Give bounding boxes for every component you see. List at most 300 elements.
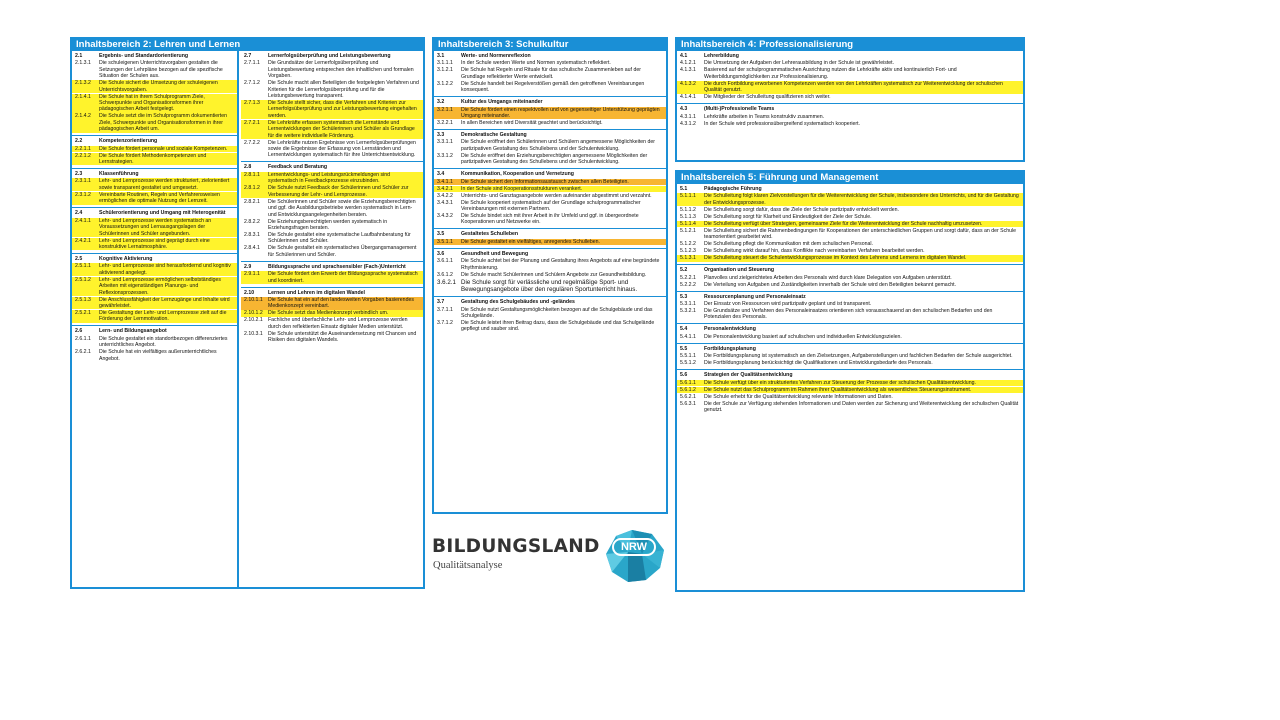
criterion-number: 4.1.3.1 (680, 67, 696, 74)
section-heading (434, 99, 666, 105)
criterion-number: 3.4.3.1 (437, 199, 453, 206)
criterion-number: 2.5.1.3 (75, 296, 91, 303)
section-heading (434, 171, 666, 177)
criterion-number: 2.3.1.2 (75, 191, 91, 198)
criterion-text: Kognitive Aktivierung (99, 255, 153, 262)
criterion-number: 3.5 (437, 231, 445, 238)
logo-title: BILDUNGSLAND (432, 536, 600, 557)
criterion-text: Ressourcenplanung und Personaleinsatz (704, 293, 806, 300)
criterion-row (677, 94, 1023, 100)
criterion-text: Die Fortbildungsplanung berücksichtigt die Qualifikationen und Entwicklungsbedarfe des Personals. (704, 360, 933, 367)
criteria-section (434, 249, 666, 297)
criterion-row (241, 140, 423, 159)
criterion-number: 5.1.1.3 (680, 213, 696, 220)
criterion-row (72, 349, 237, 362)
criterion-number: 2.3 (75, 171, 83, 178)
criterion-row (72, 297, 237, 310)
section-heading (434, 231, 666, 237)
criterion-number: 2.5 (75, 255, 83, 262)
criterion-number: 2.7.2.1 (244, 119, 260, 126)
criterion-row (72, 94, 237, 113)
criterion-row (241, 60, 423, 79)
section-heading (72, 138, 237, 144)
criteria-section (72, 136, 237, 169)
criterion-text: Lehrerbildung (704, 53, 739, 59)
criterion-text: Die Schule fördert den Erwerb der Bildungssprache systematisch und koordiniert. (268, 271, 418, 284)
criterion-number: 5.1.1.2 (680, 206, 696, 213)
criterion-number: 5.2 (680, 267, 688, 274)
criterion-row (434, 186, 666, 192)
criterion-text: Die Schule setzt die im Schulprogramm dokumentierten Ziele, Schwerpunkte und Organisationsformen in ihrer pädagogischen Arbeit um. (99, 113, 228, 133)
criterion-text: Kommunikation, Kooperation und Vernetzung (461, 171, 574, 178)
criterion-row (677, 301, 1023, 307)
criterion-number: 5.1.1.1 (680, 193, 696, 200)
section-heading (434, 132, 666, 138)
criterion-number: 2.8.1.1 (244, 171, 260, 178)
criterion-row (241, 331, 423, 344)
criterion-row (677, 114, 1023, 120)
criterion-text: Die durch Fortbildung erworbenen Kompetenzen werden von den Lehrkräften systematisch zur Weiterentwicklung der schulischen Qualität genutzt. (704, 80, 1003, 94)
criteria-section (241, 51, 423, 162)
criteria-section (72, 208, 237, 254)
criterion-number: 3.2 (437, 99, 445, 106)
criterion-row (677, 248, 1023, 254)
criterion-number: 2.5.1.1 (75, 263, 91, 270)
section-heading (241, 164, 423, 170)
section-heading (677, 346, 1023, 352)
criterion-number: 5.6.1.1 (680, 379, 696, 386)
criterion-row (241, 310, 423, 316)
criterion-text: Die Schule gestaltet eine systematische Laufbahnberatung für Schülerinnen und Schüler. (268, 231, 411, 245)
criterion-text: Die schuleigenen Unterrichtsvorgaben gestalten die Setzungen der Lehrpläne bezogen auf die spezifische Situation der Schulen aus. (99, 60, 223, 80)
criterion-text: Die Schule gestaltet ein standortbezogen differenziertes unterrichtliches Angebot. (99, 335, 228, 349)
criterion-number: 3.4 (437, 171, 445, 178)
criterion-number: 3.6.1.1 (437, 258, 453, 265)
criterion-row (677, 221, 1023, 227)
criterion-number: 4.1.4.1 (680, 94, 696, 101)
criterion-number: 5.5.1.2 (680, 360, 696, 367)
criterion-text: Die Lehrkräfte erfassen systematisch die Lernstände und Lernentwicklungen der Schülerinnen und Schüler als Grundlage für die weitere individuelle Förderung. (268, 119, 415, 139)
criterion-number: 2.8.3.1 (244, 231, 260, 238)
criterion-row (677, 401, 1023, 414)
criterion-number: 4.3.1.2 (680, 120, 696, 127)
criterion-row (434, 139, 666, 152)
logo-badge: NRW (612, 538, 656, 556)
criterion-row (72, 192, 237, 205)
criterion-number: 3.1.1.1 (437, 60, 453, 67)
criterion-text: Klassenführung (99, 171, 139, 178)
criterion-row (677, 241, 1023, 247)
criterion-number: 5.1.2.1 (680, 227, 696, 234)
criterion-number: 2.10.2.1 (244, 317, 263, 324)
criterion-text: Die Schule macht allen Beteiligten die festgelegten Verfahren und Kriterien für die Lernerfolgsüberprüfung und für die Leistungsbewertung transparent. (268, 80, 419, 100)
criterion-text: Gestaltung des Schulgebäudes und -geländes (461, 299, 575, 306)
criterion-text: Die Schule gestaltet ein vielfältiges, anregendes Schulleben. (461, 238, 600, 245)
criterion-number: 3.4.1.1 (437, 178, 453, 185)
criterion-number: 4.1.3.2 (680, 80, 696, 87)
criterion-row (434, 272, 666, 278)
criterion-text: Die Schule sorgt für verlässliche und regelmäßige Sport- und Bewegungsangebote über den regulären Sportunterricht hinaus. (461, 278, 638, 294)
criterion-text: Die Schule hat ein auf den landesweiten Vorgaben basierendes Medienkonzept vereinbart. (268, 296, 414, 310)
criterion-text: Die Schulleitung sorgt für Klarheit und Eindeutigkeit der Ziele der Schule. (704, 213, 872, 220)
criterion-text: In allen Bereichen wird Diversität geachtet und berücksichtigt. (461, 120, 603, 127)
criterion-number: 2.6 (75, 328, 83, 335)
criterion-text: Die Schule macht Schülerinnen und Schülern Angebote zur Gesundheitsbildung. (461, 271, 647, 278)
criterion-row (434, 153, 666, 166)
criterion-number: 2.7 (244, 53, 252, 59)
criterion-text: In der Schule sind Kooperationsstrukturen verankert. (461, 185, 583, 192)
criteria-section (677, 51, 1023, 104)
criterion-row (241, 219, 423, 232)
criterion-text: Schülerorientierung und Umgang mit Heterogenität (99, 210, 226, 217)
panel-fuehrung-und-management (675, 170, 1025, 592)
criterion-number: 5.6.3.1 (680, 400, 696, 407)
criterion-row (677, 275, 1023, 281)
bildungsland-logo (432, 528, 672, 588)
criterion-text: Die Schulleitung steuert die Schulentwicklungsprozesse im Kontext des Lehrens und Lernens im digitalen Wandel. (704, 255, 967, 262)
panel-title: Inhaltsbereich 3: Schulkultur (434, 39, 666, 51)
criterion-number: 5.2.2.1 (680, 274, 696, 281)
criterion-row (72, 277, 237, 296)
criterion-text: Fortbildungsplanung (704, 345, 756, 352)
criterion-text: Personalentwicklung (704, 326, 756, 333)
criterion-number: 2.8.2.1 (244, 198, 260, 205)
criterion-number: 5.4.1.1 (680, 333, 696, 340)
criterion-number: 4.3.1.1 (680, 113, 696, 120)
criterion-row (72, 178, 237, 191)
criterion-text: Organisation und Steuerung (704, 267, 775, 274)
criterion-row (434, 258, 666, 271)
criteria-section (677, 104, 1023, 129)
panel-schulkultur (432, 37, 668, 514)
criteria-section (434, 97, 666, 130)
section-heading (677, 53, 1023, 59)
criterion-text: Die Schule handelt bei Regelverstößen gemäß den getroffenen Vereinbarungen konsequent. (461, 80, 645, 94)
criterion-text: Der Einsatz von Ressourcen wird partizipativ geplant und ist transparent. (704, 301, 872, 308)
criterion-text: Lehr- und Lernprozesse werden systematisch an Voraussetzungen und Lernausgangslagen der Schülerinnen und Schüler angebunden. (99, 217, 212, 237)
criterion-text: Lehr- und Lernprozesse sind geprägt durch eine konstruktive Lernatmosphäre. (99, 237, 210, 250)
criterion-text: Die Schule unterstützt die Auseinandersetzung mit Chancen und Risiken des digitalen Wandels. (268, 330, 417, 344)
criterion-text: Die Schulleitung wirkt darauf hin, dass Konflikte nach vereinbarten Verfahren bearbeitet werden. (704, 248, 925, 255)
criterion-row (677, 360, 1023, 366)
criterion-text: Lernen und Lehren im digitalen Wandel (268, 289, 365, 296)
criterion-number: 2.10.1.1 (244, 296, 263, 303)
criterion-number: 5.5 (680, 345, 688, 352)
criterion-text: Kompetenzorientierung (99, 138, 158, 145)
criterion-number: 3.6 (437, 250, 445, 257)
criterion-number: 5.1.1.4 (680, 220, 696, 227)
criterion-row (434, 60, 666, 66)
section-heading (677, 294, 1023, 300)
panel-column-left (72, 51, 239, 587)
nrw-polygon-icon (602, 528, 668, 584)
criterion-number: 3.1.2.2 (437, 80, 453, 87)
criterion-text: Die Schule fördert einen respektvollen und von gegenseitiger Unterstützung geprägten Umgang miteinander. (461, 106, 660, 120)
criterion-row (677, 255, 1023, 261)
criterion-text: Basierend auf der schulprogrammatischen Ausrichtung nutzen die Lehrkräfte aktiv und kontinuierlich Fort- und Weiterbildungsmöglichkeiten zur Professionalisierung. (704, 67, 957, 80)
criterion-text: Gesundheit und Bewegung (461, 250, 529, 257)
criterion-number: 5.1.2.2 (680, 241, 696, 248)
panel-lehren-und-lernen (70, 37, 425, 589)
criterion-number: 2.9.1.1 (244, 271, 260, 278)
criterion-number: 5.3.2.1 (680, 308, 696, 315)
criterion-number: 2.1.3.2 (75, 80, 91, 87)
criterion-number: 2.10.3.1 (244, 330, 263, 337)
criterion-number: 3.1 (437, 53, 445, 59)
criterion-row (677, 308, 1023, 321)
criterion-number: 3.5.1.1 (437, 238, 453, 245)
criterion-number: 3.7 (437, 299, 445, 306)
criteria-section (434, 229, 666, 248)
criterion-text: Kultur des Umgangs miteinander (461, 99, 543, 106)
criterion-text: Die Schule nutzt Gestaltungsmöglichkeiten bezogen auf die Schulgebäude und das Schulgelände. (461, 306, 653, 319)
criterion-text: Die Schule stellt sicher, dass die Verfahren und Kriterien zur Lernerfolgsüberprüfung und zur Leistungsbewertung eingehalten werden. (268, 100, 417, 119)
criterion-number: 2.4.1.1 (75, 217, 91, 224)
criterion-row (241, 271, 423, 284)
criterion-number: 2.4.2.1 (75, 237, 91, 244)
criterion-number: 5.3.1.1 (680, 301, 696, 308)
criterion-row (677, 214, 1023, 220)
criteria-section (241, 162, 423, 261)
criterion-number: 5.5.1.1 (680, 353, 696, 360)
criteria-section (434, 169, 666, 229)
criterion-number: 3.3 (437, 132, 445, 139)
criteria-section (677, 370, 1023, 416)
section-heading (72, 210, 237, 216)
criterion-number: 3.4.2.2 (437, 192, 453, 199)
criteria-section (434, 51, 666, 97)
criterion-number: 2.1.3.1 (75, 60, 91, 67)
criterion-row (677, 282, 1023, 288)
criterion-row (434, 320, 666, 333)
criteria-section (677, 265, 1023, 291)
criterion-number: 3.4.3.2 (437, 213, 453, 220)
section-heading (677, 326, 1023, 332)
criterion-text: Die Schule hat Regeln und Rituale für das schulische Zusammenleben auf der Grundlage reflektierter Werte entwickelt. (461, 67, 641, 80)
criterion-row (434, 67, 666, 80)
criterion-number: 2.10.1.2 (244, 310, 263, 317)
criterion-text: Lern- und Bildungsangebot (99, 328, 167, 335)
criterion-number: 2.8.4.1 (244, 245, 260, 252)
criterion-row (241, 297, 423, 310)
criterion-number: 3.3.1.2 (437, 152, 453, 159)
criterion-row (434, 120, 666, 126)
criterion-number: 2.10 (244, 289, 255, 296)
criterion-number: 2.6.2.1 (75, 349, 91, 356)
criterion-text: Die Schule setzt das Medienkonzept verbindlich um. (268, 310, 389, 317)
criterion-row (241, 80, 423, 99)
criterion-text: Die Schule leistet ihren Beitrag dazu, dass die Schulgebäude und das Schulgelände gepflegt und sauber sind. (461, 319, 655, 333)
criteria-section (677, 292, 1023, 325)
criterion-text: Die Grundsätze und Verfahren des Personaleinsatzes orientieren sich vorausschauend an den schulischen Bedarfen und den Potenzialen des Personals. (704, 308, 993, 321)
criterion-text: Strategien der Qualitätsentwicklung (704, 372, 793, 379)
criterion-number: 5.1.2.3 (680, 248, 696, 255)
criterion-row (72, 60, 237, 79)
criterion-row (434, 200, 666, 213)
section-heading (241, 53, 423, 59)
criteria-section (72, 254, 237, 326)
criterion-text: Lernentwicklungs- und Leistungsrückmeldungen sind systematisch in Feedbackprozesse einzubinden. (268, 171, 390, 185)
criterion-row (72, 113, 237, 132)
criterion-text: Die Gestaltung der Lehr- und Lernprozesse zielt auf die Förderung der Lernmotivation. (99, 309, 227, 323)
criterion-row (434, 307, 666, 320)
criterion-text: Feedback und Beratung (268, 164, 328, 171)
criterion-number: 2.9 (244, 263, 252, 270)
criterion-text: Lehrkräfte arbeiten in Teams konstruktiv zusammen. (704, 113, 825, 120)
criterion-number: 3.1.2.1 (437, 67, 453, 74)
criterion-row (434, 107, 666, 120)
section-heading (677, 372, 1023, 378)
criterion-text: Die Schülerinnen und Schüler sowie die Erziehungsberechtigten und ggf. die Ausbildungsbetriebe werden systematisch in Lern- und Entwicklungsangelegenheiten beraten. (268, 198, 416, 218)
panel-title: Inhaltsbereich 5: Führung und Management (677, 172, 1023, 184)
criterion-text: Die Schule eröffnet den Schülerinnen und Schülern angemessene Möglichkeiten der partizipativen Gestaltung des Schullebens und der Schulentwicklung. (461, 139, 655, 152)
criterion-number: 2.2 (75, 138, 83, 145)
criterion-number: 2.7.1.2 (244, 80, 260, 87)
criterion-text: Demokratische Gestaltung (461, 132, 527, 139)
criterion-number: 3.2.1.1 (437, 106, 453, 113)
criterion-row (241, 100, 423, 119)
criterion-number: 3.2.2.1 (437, 120, 453, 127)
panel-title: Inhaltsbereich 4: Professionalisierung (677, 39, 1023, 51)
criterion-number: 5.6.2.1 (680, 393, 696, 400)
criterion-text: Die Schule achtet bei der Planung und Gestaltung ihres Angebots auf eine begründete Rhythmisierung. (461, 258, 660, 271)
criterion-row (677, 121, 1023, 127)
section-heading (72, 53, 237, 59)
criteria-section (434, 130, 666, 169)
panel-content (677, 184, 1023, 416)
panel-content (434, 51, 666, 335)
criterion-row (72, 218, 237, 237)
criterion-text: Die Lehrkräfte nutzen Ergebnisse von Lernerfolgsüberprüfungen sowie die Ergebnisse der Erfassung von Lernständen und Lernentwicklungen systematisch für ihre Unterrichtsentwicklung. (268, 139, 416, 159)
criterion-number: 2.2.1.2 (75, 152, 91, 159)
criterion-text: Lehr- und Lernprozesse werden strukturiert, zielorientiert sowie transparent gestaltet und umgesetzt. (99, 178, 230, 191)
criterion-row (241, 120, 423, 139)
criterion-text: Lernerfolgsüberprüfung und Leistungsbewertung (268, 53, 391, 59)
criterion-row (677, 67, 1023, 80)
criterion-number: 4.1.2.1 (680, 60, 696, 67)
criterion-text: Die Personalentwicklung basiert auf schulischen und individuellen Entwicklungszielen. (704, 333, 902, 340)
criteria-section (677, 324, 1023, 343)
criterion-number: 5.6 (680, 372, 688, 379)
criterion-text: Gestaltetes Schulleben (461, 231, 519, 238)
criterion-text: Die Schule gestaltet ein systematisches Übergangsmanagement für Schülerinnen und Schüler. (268, 245, 417, 258)
criterion-text: Die Schulleitung pflegt die Kommunikation mit dem schulischen Personal. (704, 241, 873, 248)
criterion-row (677, 228, 1023, 241)
criterion-number: 2.1 (75, 53, 83, 59)
criterion-row (241, 317, 423, 330)
criterion-number: 5.3 (680, 293, 688, 300)
section-heading (677, 267, 1023, 273)
criterion-text: Ergebnis- und Standardorientierung (99, 53, 189, 59)
criterion-number: 2.8.2.2 (244, 218, 260, 225)
criterion-row (241, 172, 423, 185)
criterion-row (677, 81, 1023, 94)
criterion-number: 2.8.1.2 (244, 185, 260, 192)
criterion-row (241, 245, 423, 258)
criteria-section (434, 297, 666, 335)
section-heading (72, 328, 237, 334)
criterion-text: Die Schule hat in ihrem Schulprogramm Ziele, Schwerpunkte und Organisationsformen ihrer pädagogischen Arbeit festgelegt. (99, 93, 205, 113)
criterion-text: Die Schule fördert personale und soziale Kompetenzen. (99, 145, 228, 152)
criterion-text: Die Schule kooperiert systematisch auf der Grundlage schulprogrammatischer Vereinbarungen mit externen Partnern. (461, 199, 641, 213)
criterion-number: 5.4 (680, 326, 688, 333)
criterion-number: 3.7.1.2 (437, 319, 453, 326)
criterion-text: Die Schule erhebt für die Qualitätsentwicklung relevante Informationen und Daten. (704, 393, 893, 400)
criterion-text: Werte- und Normenreflexion (461, 53, 531, 59)
criterion-row (434, 193, 666, 199)
criterion-text: Die Verteilung von Aufgaben und Zuständigkeiten innerhalb der Schule wird den Beteiligten bekannt gemacht. (704, 281, 957, 288)
criterion-text: Lehr- und Lernprozesse ermöglichen selbstständiges Arbeiten mit eigenständigen Planungs- und Reflexionsprozessen. (99, 276, 221, 296)
criterion-number: 5.1 (680, 186, 688, 192)
criterion-number: 3.3.1.1 (437, 139, 453, 146)
criterion-text: Fachliche und überfachliche Lehr- und Lernprozesse werden durch den reflektierten Einsatz digitaler Medien unterstützt. (268, 317, 408, 330)
logo-subtitle: Qualitätsanalyse (433, 560, 503, 571)
criterion-number: 3.4.2.1 (437, 185, 453, 192)
panel-content (677, 51, 1023, 130)
criterion-text: Die Fortbildungsplanung ist systematisch an den Zielsetzungen, Aufgabenstellungen und fachlichen Bedarfen der Schule ausgerichtet. (704, 353, 1013, 360)
section-heading (434, 251, 666, 257)
criterion-row (677, 380, 1023, 386)
criteria-section (72, 169, 237, 208)
criterion-number: 3.6.2.1 (437, 278, 456, 286)
criterion-text: Die Schule fördert Methodenkompetenzen und Lernstrategien. (99, 152, 207, 166)
criterion-number: 2.8 (244, 164, 252, 171)
criterion-row (72, 153, 237, 166)
criteria-section (241, 288, 423, 347)
section-heading (434, 299, 666, 305)
criterion-row (72, 238, 237, 251)
section-heading (434, 53, 666, 59)
criterion-text: In der Schule werden Werte und Normen systematisch reflektiert. (461, 60, 611, 67)
criteria-section (677, 184, 1023, 265)
criterion-row (677, 387, 1023, 393)
criterion-row (72, 146, 237, 152)
criterion-row (677, 60, 1023, 66)
criterion-row (434, 213, 666, 226)
panel-column-right (241, 51, 423, 587)
criterion-text: Die Schule verfügt über ein strukturiertes Verfahren zur Steuerung der Prozesse der schulischen Qualitätsentwicklung. (704, 379, 976, 386)
criterion-number: 2.6.1.1 (75, 335, 91, 342)
criterion-number: 3.6.1.2 (437, 271, 453, 278)
criterion-text: Unterrichts- und Ganztagsangebote werden aufeinander abgestimmt und verzahnt. (461, 192, 652, 199)
criterion-text: Planvolles und zielgerichtetes Arbeiten des Personals wird durch klare Delegation von Aufgaben unterstützt. (704, 274, 952, 281)
criterion-text: Die Schulleitung sorgt dafür, dass die Ziele der Schule partizipativ entwickelt werden. (704, 206, 899, 213)
criterion-text: Die Schule hat ein vielfältiges außerunterrichtliches Angebot. (99, 349, 217, 362)
criterion-text: Bildungssprache und sprachsensibler (Fach-)Unterricht (268, 263, 406, 270)
panel-title: Inhaltsbereich 2: Lehren und Lernen (72, 39, 423, 51)
criterion-number: 4.3 (680, 106, 688, 113)
criterion-number: 2.2.1.1 (75, 145, 91, 152)
criterion-number: 2.5.2.1 (75, 309, 91, 316)
criteria-section (72, 51, 237, 136)
criterion-text: Lehr- und Lernprozesse sind herausfordernd und kognitiv aktivierend angelegt. (99, 263, 231, 276)
criterion-row (241, 232, 423, 245)
criterion-number: 3.7.1.1 (437, 306, 453, 313)
panel-professionalisierung (675, 37, 1025, 162)
criterion-number: 5.2.2.2 (680, 281, 696, 288)
criterion-text: Die Schule sichert den Informationsaustausch zwischen allen Beteiligten. (461, 178, 629, 185)
criterion-text: (Multi-)Professionelle Teams (704, 106, 775, 113)
criterion-text: Pädagogische Führung (704, 186, 762, 192)
criterion-text: Die Schule nutzt Feedback der Schülerinnen und Schüler zur Verbesserung der Lehr- und Lernprozesse. (268, 185, 409, 198)
criterion-text: Die der Schule zur Verfügung stehenden Informationen und Daten werden zur Sicherung und Weiterentwicklung der schulischen Qualität genutzt. (704, 400, 1019, 414)
criterion-row (72, 310, 237, 323)
criterion-text: Die Schule bindet sich mit ihrer Arbeit in ihr Umfeld und ggf. in übergeordnete Kooperationen und Netzwerke ein. (461, 213, 639, 226)
criterion-text: Die Schulleitung folgt klaren Zielvorstellungen für die Weiterentwicklung der Schule, insbesondere des Unterrichts, und für die Gestaltung der Entwicklungsprozesse. (704, 193, 1019, 206)
criterion-number: 4.1 (680, 53, 688, 59)
criterion-row (241, 185, 423, 198)
section-heading (241, 290, 423, 296)
